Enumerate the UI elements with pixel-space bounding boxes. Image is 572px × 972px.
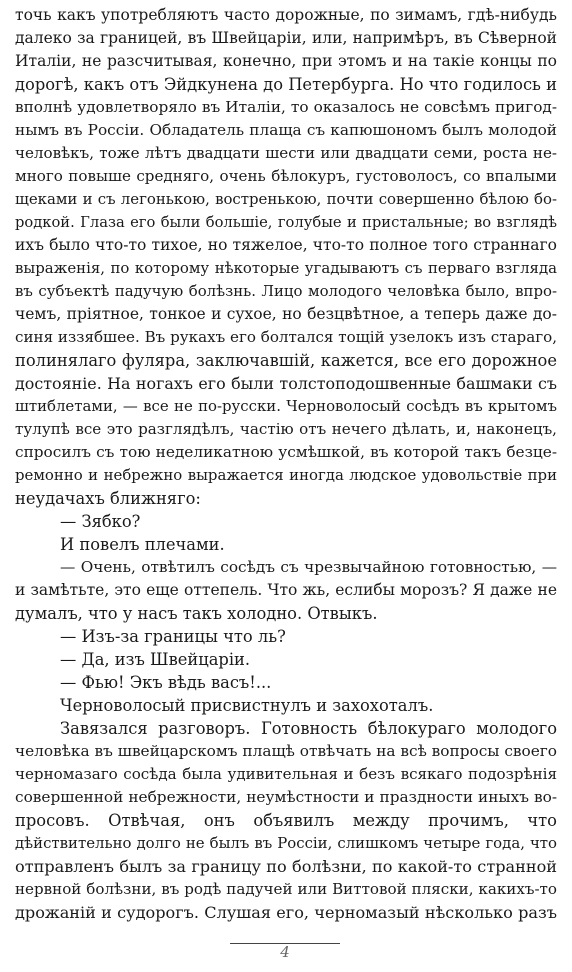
- text-line: — Да, изъ Швейцаріи.: [60, 650, 251, 669]
- text-line: штиблетами, — все не по-русски. Черноволосый сосѣдъ въ крытомъ: [15, 397, 557, 415]
- text-line: вполнѣ удовлетворяло въ Италіи, то оказалось не совсѣмъ пригод-: [15, 98, 557, 116]
- text-line: Италіи, не разсчитывая, конечно, при этомъ и на такіе концы по: [15, 52, 557, 70]
- text-line: неудачахъ ближняго:: [15, 489, 201, 508]
- text-line: достояніе. На ногахъ его были толстоподошвенные башмаки съ: [15, 374, 557, 393]
- text-line: ихъ было что-то тихое, но тяжелое, что-то полное того страннаго: [15, 236, 557, 254]
- text-line: думалъ, что у насъ такъ холодно. Отвыкъ.: [15, 604, 378, 623]
- text-line: просовъ. Отвѣчая, онъ объявилъ между прочимъ, что: [15, 811, 557, 830]
- text-line: — Изъ-за границы что ль?: [60, 627, 286, 646]
- text-line: нымъ въ Россіи. Обладатель плаща съ капюшономъ былъ молодой: [15, 121, 557, 139]
- text-line: синя иззябшее. Въ рукахъ его болтался тощій узелокъ изъ стараго,: [15, 328, 557, 346]
- text-line: человѣка въ швейцарскомъ плащѣ отвѣчать на всѣ вопросы своего: [15, 742, 557, 760]
- text-line: щеками и съ легонькою, востренькою, почти совершенно бѣлою бо-: [15, 190, 557, 208]
- text-line: Черноволосый присвистнулъ и захохоталъ.: [60, 696, 434, 715]
- text-line: и замѣтьте, это еще оттепель. Что жь, еслибы морозъ? Я даже не: [15, 581, 557, 599]
- text-line: Завязался разговоръ. Готовность бѣлокураго молодого: [60, 719, 557, 738]
- text-line: дѣйствительно долго не былъ въ Россіи, слишкомъ четыре года, что: [15, 834, 557, 852]
- text-line: много повыше средняго, очень бѣлокуръ, густоволосъ, со впалыми: [15, 167, 557, 185]
- text-line: нервной болѣзни, въ родѣ падучей или Виттовой пляски, какихъ-то: [15, 880, 557, 898]
- text-line: — Фью! Экъ вѣдь васъ!...: [60, 673, 272, 692]
- text-line: въ субъектѣ падучую болѣзнь. Лицо молодого человѣка было, впро-: [15, 282, 557, 300]
- text-line: полинялаго фуляра, заключавшій, кажется, все его дорожное: [15, 351, 557, 370]
- text-line: далеко за границей, въ Швейцаріи, или, напримѣръ, въ Сѣверной: [15, 29, 557, 47]
- text-line: точь какъ употребляютъ часто дорожные, по зимамъ, гдѣ-нибудь: [15, 6, 557, 24]
- text-line: человѣкъ, тоже лѣтъ двадцати шести или двадцати семи, роста не-: [15, 144, 557, 162]
- text-line: И повелъ плечами.: [60, 535, 225, 554]
- text-line: отправленъ былъ за границу по болѣзни, по какой-то странной: [15, 857, 557, 876]
- text-line: выраженія, по которому нѣкоторые угадываютъ съ перваго взгляда: [15, 259, 557, 277]
- text-line: спросилъ съ тою неделикатною усмѣшкой, въ которой такъ безце-: [15, 443, 557, 461]
- page-number: 4: [280, 943, 290, 961]
- text-line: ремонно и небрежно выражается иногда людское удовольствіе при: [15, 466, 557, 484]
- text-line: родкой. Глаза его были большіе, голубые и пристальные; во взглядѣ: [15, 214, 557, 231]
- text-line: тулупѣ все это разглядѣлъ, частію отъ нечего дѣлать, и, наконецъ,: [15, 420, 557, 438]
- text-line: — Очень, отвѣтилъ сосѣдъ съ чрезвычайною готовностью, —: [60, 558, 557, 576]
- text-line: дорогѣ, какъ отъ Эйдкунена до Петербурга. Но что годилось и: [15, 75, 557, 94]
- text-line: черномазаго сосѣда была удивительная и безъ всякаго подозрѣнія: [15, 765, 557, 783]
- text-line: — Зябко?: [60, 512, 141, 531]
- text-line: совершенной небрежности, неумѣстности и праздности иныхъ во-: [15, 788, 557, 806]
- body-text: [15, 4, 557, 924]
- text-line: дрожаній и судорогъ. Слушая его, черномазый нѣсколько разъ: [15, 903, 557, 922]
- text-line: чемъ, пріятное, тонкое и сухое, но безцвѣтное, а теперь даже до-: [15, 305, 557, 323]
